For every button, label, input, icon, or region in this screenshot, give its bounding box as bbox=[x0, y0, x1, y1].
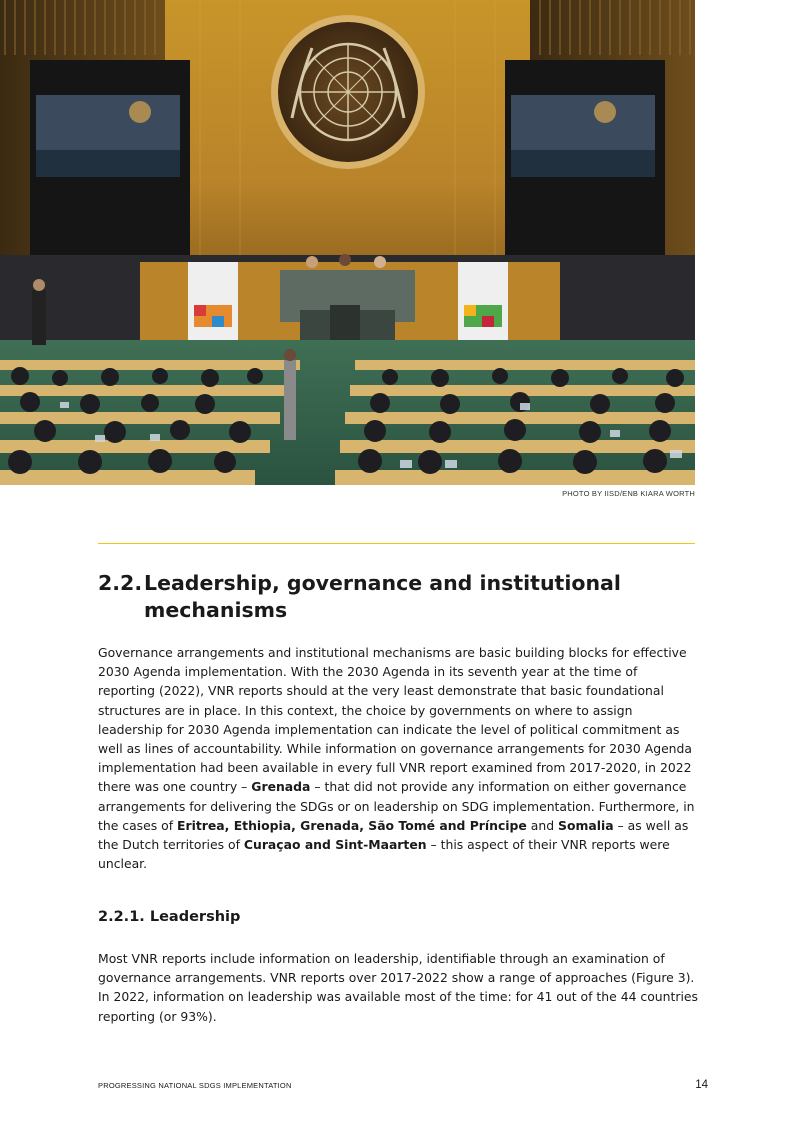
photo-general-assembly-hall bbox=[0, 0, 695, 485]
section-heading bbox=[98, 570, 695, 624]
section-number: 2.2. bbox=[98, 571, 143, 595]
paragraph-text: – this aspect of their VNR reports were unclear. bbox=[98, 837, 670, 872]
page-number: 14 bbox=[695, 1079, 708, 1091]
section-title-line1: Leadership, governance and institutional bbox=[144, 571, 621, 595]
emphasized-text: Curaçao and Sint-Maarten bbox=[243, 837, 427, 853]
emphasized-text: Grenada bbox=[251, 779, 311, 795]
photo-credit: PHOTO BY IISD/ENB KIARA WORTH bbox=[562, 489, 695, 498]
paragraph-text: – as well as the Dutch territories of bbox=[98, 817, 689, 853]
subsection-paragraph: Most VNR reports include information on leadership, identifiable through an examination of governance arrangements. VNR reports over 2017-2022 show a range of approaches (Figure 3). In 2022, information on leadership was available most of the time: for 41 out of the 44 countries reporting (or 93%). bbox=[98, 951, 698, 1024]
emphasized-text: Somalia bbox=[558, 817, 614, 833]
paragraph-text: – that did not provide any information on either governance arrangements for delivering the SDGs or on leadership on SDG implementation. Furthermore, in the cases of bbox=[98, 779, 695, 833]
paragraph-text: Governance arrangements and institutional mechanisms are basic building blocks for effective 2030 Agenda implementation. With the 2030 Agenda in its seventh year at the time of reporting (2022), VNR reports should at the very least demonstrate that basic foundational structures are in place. In this context, the choice by governments on where to assign leadership for 2030 Agenda implementation can indicate the level of political commitment as well as lines of accountability. While information on governance arrangements for 2030 Agenda implementation had been available in every full VNR report examined from 2017-2020, in 2022 there was one country – bbox=[98, 645, 692, 795]
section-divider bbox=[98, 543, 695, 544]
un-emblem-icon bbox=[271, 15, 425, 169]
paragraph-text: and bbox=[526, 817, 559, 833]
section-paragraph bbox=[98, 643, 698, 873]
running-footer-title: PROGRESSING NATIONAL SDGS IMPLEMENTATION bbox=[98, 1081, 292, 1090]
section-title bbox=[144, 570, 695, 624]
subsection-heading: 2.2.1. Leadership bbox=[98, 909, 241, 925]
section-title-line2: mechanisms bbox=[144, 598, 288, 622]
emphasized-text: Eritrea, Ethiopia, Grenada, São Tomé and Príncipe bbox=[177, 817, 527, 833]
